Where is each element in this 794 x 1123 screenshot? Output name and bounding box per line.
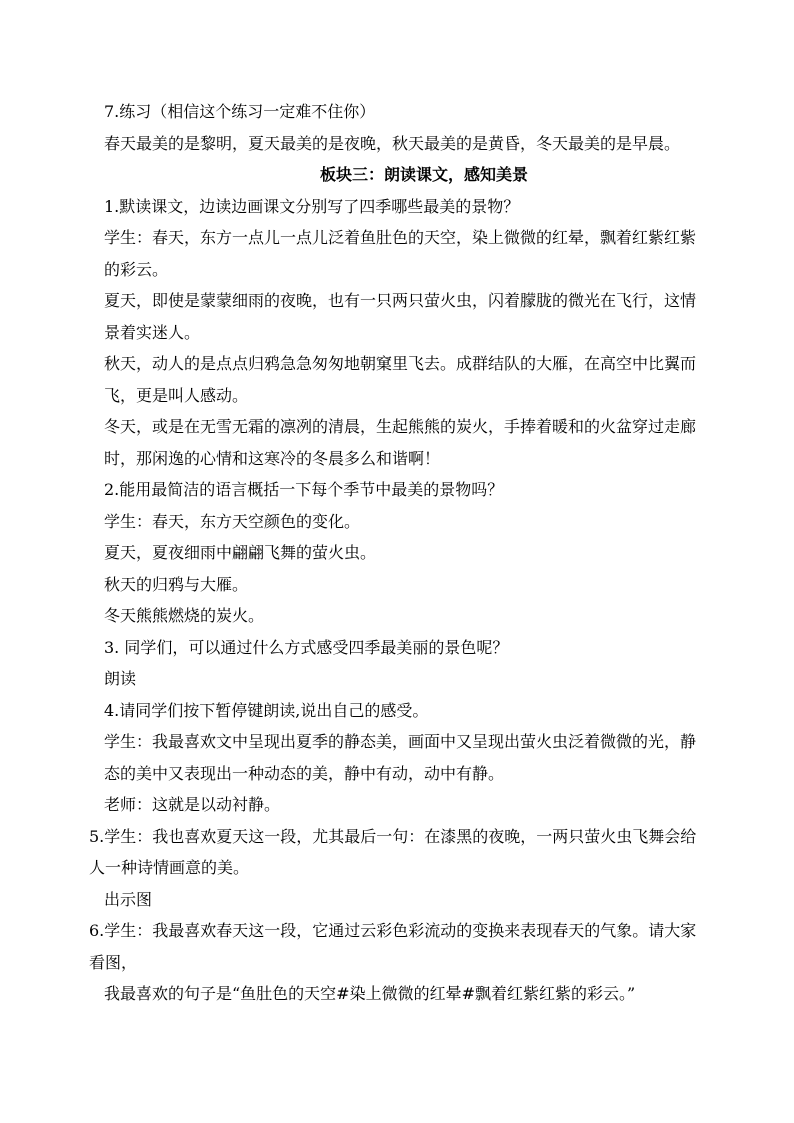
question-2: 2.能用最简洁的语言概括一下每个季节中最美的景物吗？ — [104, 480, 504, 499]
answer-summer: 夏天，即使是蒙蒙细雨的夜晚，也有一只两只萤火虫，闪着朦胧的微光在飞行，这情景着实迷人。 — [104, 291, 697, 342]
question-4: 4.请同学们按下暂停键朗读,说出自己的感受。 — [104, 700, 429, 720]
teacher-comment: 老师：这就是以动衬静。 — [104, 795, 281, 814]
student-feeling-summer: 学生：我最喜欢文中呈现出夏季的静态美，画面中又呈现出萤火虫泛着微微的光，静态的美中又表现出一种动态的美，静中有动，动中有静。 — [104, 732, 697, 783]
document-body — [89, 96, 704, 1010]
answer-winter: 冬天，或是在无雪无霜的凛冽的清晨，生起熊熊的炭火，手捧着暖和的火盆穿过走廊时，那闲逸的心情和这寒冷的冬晨多么和谐啊！ — [104, 417, 697, 468]
item-6-student: 6.学生：我最喜欢春天这一段，它通过云彩色彩流动的变换来表现春天的气象。请大家看图， — [89, 921, 697, 972]
answer-autumn: 秋天，动人的是点点归鸦急急匆匆地朝窠里飞去。成群结队的大雁，在高空中比翼而飞，更是叫人感动。 — [104, 354, 697, 405]
section-heading-3: 板块三：朗读课文，感知美景 — [319, 165, 528, 184]
question-1: 1.默读课文，边读边画课文分别写了四季哪些最美的景物？ — [104, 196, 520, 216]
summary-autumn: 秋天的归鸦与大雁。 — [104, 574, 249, 594]
answer-spring: 学生：春天，东方一点儿一点儿泛着鱼肚色的天空，染上微微的红晕，飘着红紫红紫的彩云。 — [104, 228, 697, 279]
favorite-sentence: 我最喜欢的句子是“鱼肚色的天空#染上微微的红晕#飘着红紫红紫的彩云。” — [104, 984, 636, 1003]
item-5-student: 5.学生：我也喜欢夏天这一段，尤其最后一句：在漆黑的夜晚，一两只萤火虫飞舞会给人一种诗情画意的美。 — [89, 826, 697, 877]
summary-spring: 学生：春天，东方天空颜色的变化。 — [104, 511, 361, 531]
exercise-7: 7.练习（相信这个练习一定难不住你） — [104, 102, 376, 121]
summary-summer: 夏天，夏夜细雨中翩翩飞舞的萤火虫。 — [104, 543, 377, 562]
answer-reading: 朗读 — [104, 669, 137, 688]
exercise-7-answer: 春天最美的是黎明，夏天最美的是夜晚，秋天最美的是黄昏，冬天最美的是早晨。 — [104, 133, 681, 153]
question-3: 3. 同学们，可以通过什么方式感受四季最美丽的景色呢？ — [104, 637, 509, 657]
show-picture: 出示图 — [104, 889, 153, 909]
summary-winter: 冬天熊熊燃烧的炭火。 — [104, 606, 265, 625]
